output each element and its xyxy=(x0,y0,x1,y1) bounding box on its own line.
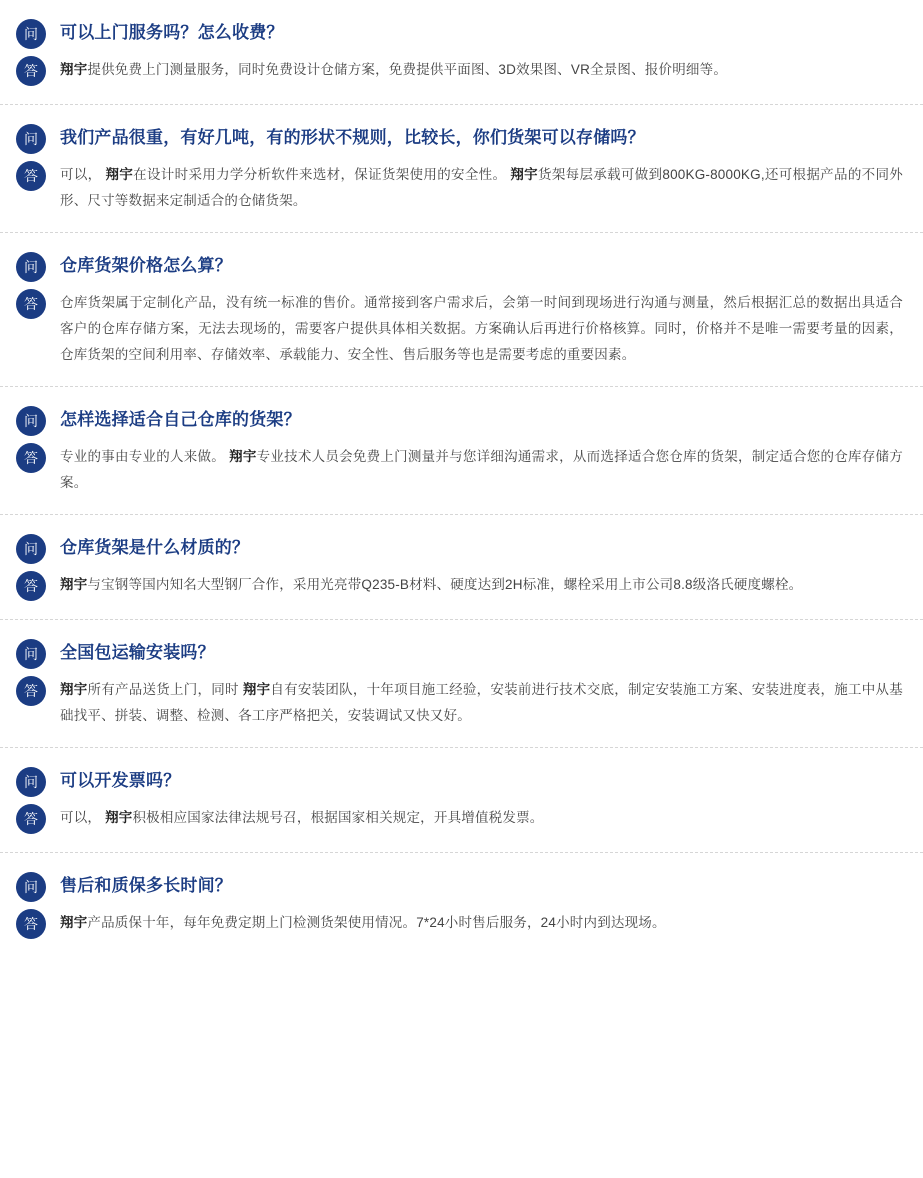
faq-item[interactable] xyxy=(0,233,923,387)
faq-item[interactable] xyxy=(0,0,923,105)
brand-emphasis: 翔宇 xyxy=(60,915,88,930)
answer-badge-icon: 答 xyxy=(16,571,46,601)
answer-fragment: 产品质保十年，每年免费定期上门检测货架使用情况。7*24小时售后服务，24小时内到达现场。 xyxy=(87,915,666,930)
faq-item[interactable] xyxy=(0,105,923,233)
brand-emphasis: 翔宇 xyxy=(60,682,88,697)
answer-fragment: 可以， xyxy=(60,810,106,825)
faq-question-text: 怎样选择适合自己仓库的货架？ xyxy=(60,410,301,429)
faq-answer-row xyxy=(16,675,903,729)
faq-answer-row xyxy=(16,55,903,86)
answer-fragment: 自有安装团队，十年项目施工经验，安装前进行技术交底，制定安装施工方案、安装进度表，施工中从基础找平、拼装、调整、检测、各工序严格把关，安装调试又快又好。 xyxy=(60,682,903,723)
question-badge-icon: 问 xyxy=(16,534,46,564)
faq-item[interactable] xyxy=(0,853,923,957)
answer-fragment: 可以， xyxy=(60,167,106,182)
faq-answer-text xyxy=(60,288,903,368)
question-badge-icon: 问 xyxy=(16,252,46,282)
answer-badge-icon: 答 xyxy=(16,909,46,939)
faq-question-row[interactable] xyxy=(16,533,903,564)
answer-fragment: 专业的事由专业的人来做。 xyxy=(60,449,230,464)
answer-badge-icon: 答 xyxy=(16,289,46,319)
faq-question-row[interactable] xyxy=(16,871,903,902)
faq-question-row[interactable] xyxy=(16,638,903,669)
question-badge-icon: 问 xyxy=(16,19,46,49)
faq-answer-row xyxy=(16,908,903,939)
question-badge-icon: 问 xyxy=(16,872,46,902)
faq-answer-row xyxy=(16,442,903,496)
faq-item[interactable] xyxy=(0,387,923,515)
answer-fragment: 专业技术人员会免费上门测量并与您详细沟通需求，从而选择适合您仓库的货架，制定适合您的仓库存储方案。 xyxy=(60,449,903,490)
faq-answer-row xyxy=(16,160,903,214)
answer-fragment: 与宝钢等国内知名大型钢厂合作，采用光亮带Q235-B材料、硬度达到2H标准，螺栓采用上市公司8.8级洛氏硬度螺栓。 xyxy=(87,577,803,592)
faq-answer-text xyxy=(60,442,903,496)
faq-question-row[interactable] xyxy=(16,18,903,49)
faq-question-text: 仓库货架是什么材质的？ xyxy=(60,538,250,557)
answer-fragment: 所有产品送货上门，同时 xyxy=(87,682,243,697)
brand-emphasis: 翔宇 xyxy=(105,167,134,182)
faq-question-text: 仓库货架价格怎么算？ xyxy=(60,256,232,275)
faq-question-row[interactable] xyxy=(16,405,903,436)
question-badge-icon: 问 xyxy=(16,767,46,797)
faq-answer-text xyxy=(60,675,903,729)
answer-fragment: 积极相应国家法律法规号召，根据国家相关规定，开具增值税发票。 xyxy=(132,810,544,825)
question-badge-icon: 问 xyxy=(16,124,46,154)
brand-emphasis: 翔宇 xyxy=(60,62,88,77)
answer-fragment: 提供免费上门测量服务，同时免费设计仓储方案，免费提供平面图、3D效果图、VR全景图、报价明细等。 xyxy=(87,62,728,77)
answer-badge-icon: 答 xyxy=(16,804,46,834)
faq-question-text: 可以上门服务吗？怎么收费？ xyxy=(60,23,284,42)
faq-answer-text xyxy=(60,55,903,83)
faq-item[interactable] xyxy=(0,515,923,620)
answer-badge-icon: 答 xyxy=(16,56,46,86)
faq-question-text: 售后和质保多长时间？ xyxy=(60,876,232,895)
faq-answer-text xyxy=(60,908,903,936)
faq-answer-row xyxy=(16,570,903,601)
brand-emphasis: 翔宇 xyxy=(105,810,133,825)
answer-fragment: 货架每层承载可做到800KG-8000KG,还可根据产品的不同外形、尺寸等数据来定制适合的仓储货架。 xyxy=(60,167,903,208)
brand-emphasis: 翔宇 xyxy=(229,449,257,464)
brand-emphasis: 翔宇 xyxy=(242,682,271,697)
faq-item[interactable] xyxy=(0,748,923,853)
answer-fragment: 在设计时采用力学分析软件来选材，保证货架使用的安全性。 xyxy=(133,167,511,182)
faq-answer-row xyxy=(16,803,903,834)
faq-question-row[interactable] xyxy=(16,251,903,282)
faq-question-row[interactable] xyxy=(16,766,903,797)
brand-emphasis: 翔宇 xyxy=(60,577,88,592)
faq-answer-text xyxy=(60,803,903,831)
faq-item[interactable] xyxy=(0,620,923,748)
faq-question-text: 全国包运输安装吗？ xyxy=(60,643,215,662)
question-badge-icon: 问 xyxy=(16,406,46,436)
faq-answer-text xyxy=(60,160,903,214)
faq-answer-row xyxy=(16,288,903,368)
faq-question-text: 可以开发票吗？ xyxy=(60,771,181,790)
answer-badge-icon: 答 xyxy=(16,676,46,706)
question-badge-icon: 问 xyxy=(16,639,46,669)
faq-question-text: 我们产品很重，有好几吨，有的形状不规则，比较长，你们货架可以存储吗？ xyxy=(60,128,645,147)
faq-answer-text xyxy=(60,570,903,598)
answer-badge-icon: 答 xyxy=(16,161,46,191)
answer-badge-icon: 答 xyxy=(16,443,46,473)
brand-emphasis: 翔宇 xyxy=(510,167,538,182)
answer-fragment: 仓库货架属于定制化产品，没有统一标准的售价。通常接到客户需求后，会第一时间到现场进行沟通与测量，然后根据汇总的数据出具适合客户的仓库存储方案，无法去现场的，需要客户提供具体相关数据。方案确认后再进行价格核算。同时，价格并不是唯一需要考量的因素，仓库货架的空间利用率、存储效率、承载能力、安全性、售后服务等也是需要考虑的重要因素。 xyxy=(60,295,903,362)
faq-question-row[interactable] xyxy=(16,123,903,154)
